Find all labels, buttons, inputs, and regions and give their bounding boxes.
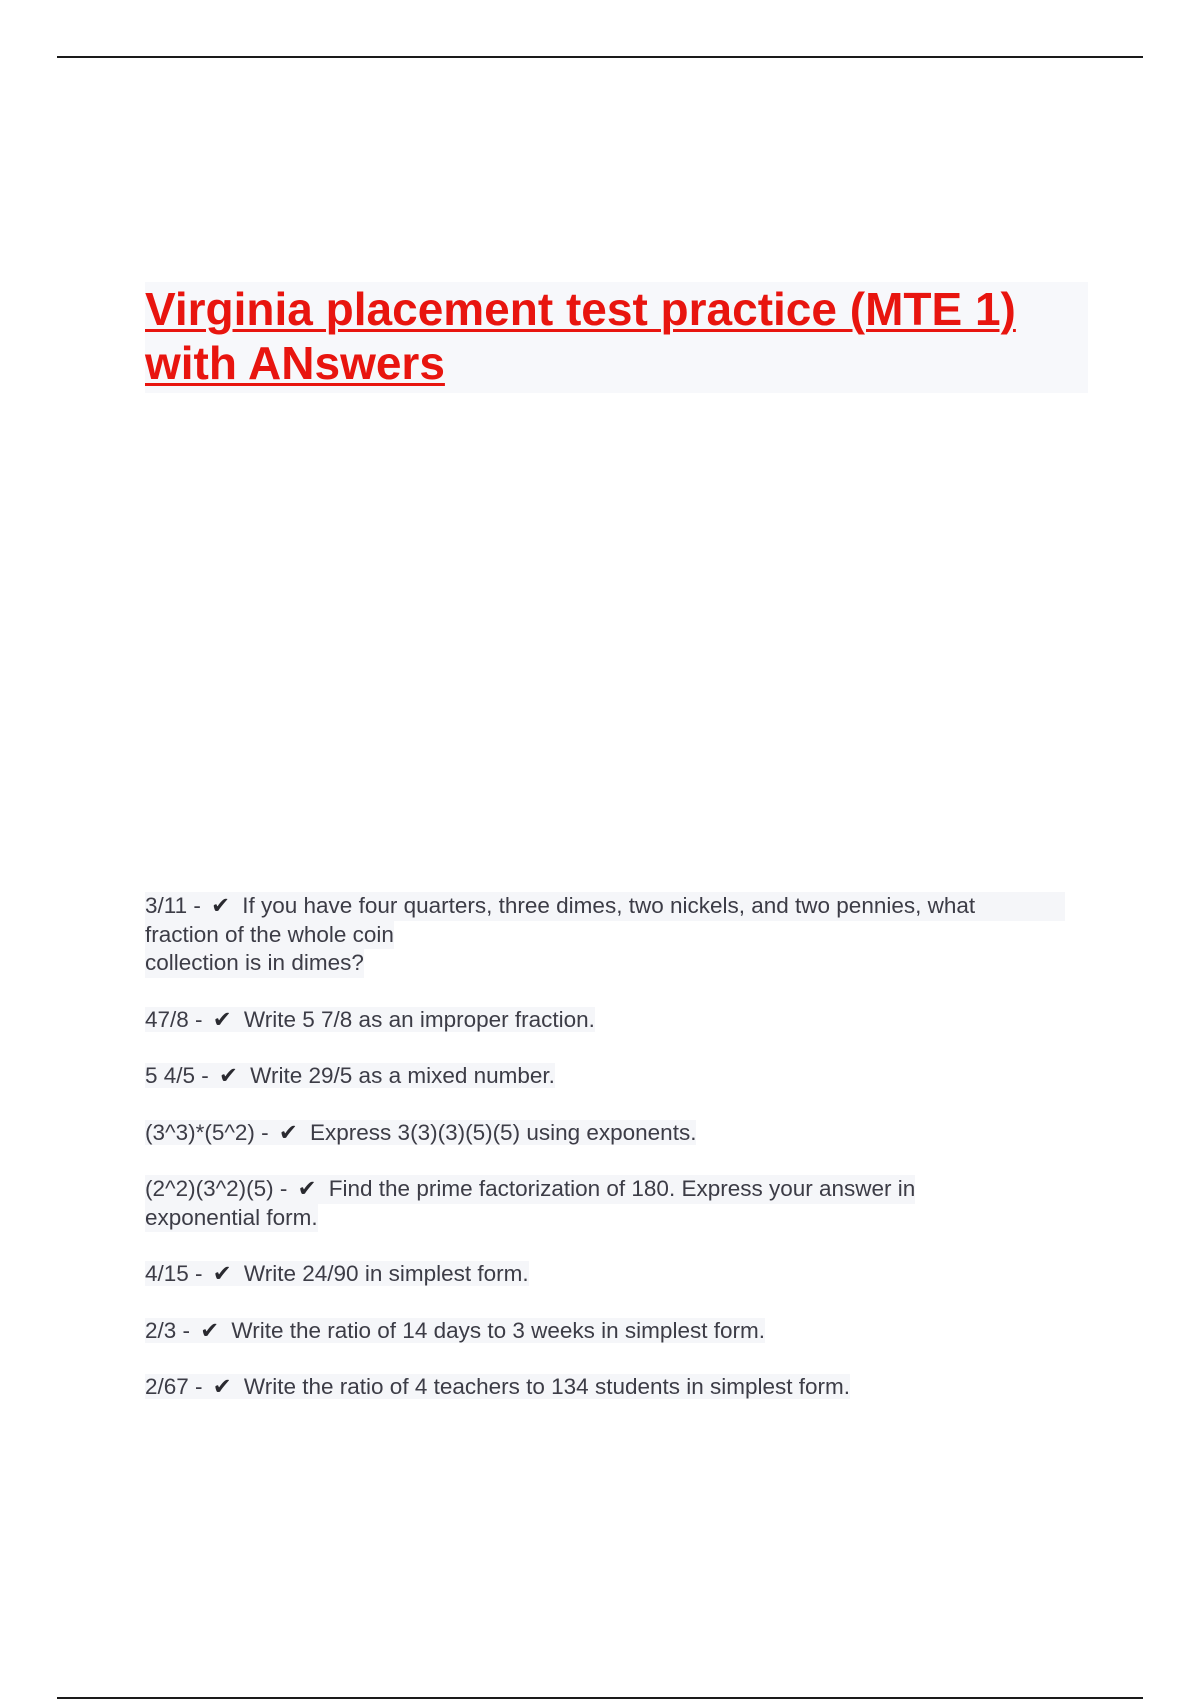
qa-item [145, 892, 1065, 978]
qa-item: (3^3)*(5^2) - ✔ Express 3(3)(3)(5)(5) using exponents. [145, 1119, 1065, 1148]
title-line-1: Virginia placement test practice (MTE 1) [145, 283, 1016, 335]
title-line-2: with ANswers [145, 337, 445, 389]
qa-question-line: exponential form. [145, 1204, 318, 1233]
qa-item: 5 4/5 - ✔ Write 29/5 as a mixed number. [145, 1062, 1065, 1091]
check-icon: ✔ [212, 1374, 232, 1399]
qa-question-line: Write 24/90 in simplest form. [243, 1261, 529, 1286]
top-rule [57, 56, 1143, 58]
check-icon: ✔ [297, 1176, 317, 1201]
qa-question-line: Write 29/5 as a mixed number. [250, 1063, 555, 1088]
qa-answer: (2^2)(3^2)(5) [145, 1176, 274, 1201]
qa-question-line: Write the ratio of 14 days to 3 weeks in simplest form. [231, 1317, 765, 1343]
qa-question-line: fraction of the whole coin [145, 921, 394, 950]
check-icon: ✔ [212, 1261, 232, 1286]
qa-line: 3/11 - ✔ If you have four quarters, three dimes, two nickels, and two pennies, what [145, 892, 1065, 921]
qa-question-line: Express 3(3)(3)(5)(5) using exponents. [310, 1119, 697, 1145]
qa-line: (2^2)(3^2)(5) - ✔ Find the prime factorization of 180. Express your answer in [145, 1175, 915, 1204]
bottom-rule [57, 1697, 1143, 1699]
qa-item: 47/8 - ✔ Write 5 7/8 as an improper fraction. [145, 1006, 1065, 1035]
qa-answer: (3^3)*(5^2) [145, 1119, 255, 1145]
title-box [145, 282, 1088, 393]
check-icon: ✔ [211, 893, 230, 918]
qa-answer: 4/15 [145, 1261, 189, 1286]
qa-question-line: Find the prime factorization of 180. Express your answer in [328, 1176, 916, 1201]
qa-item: 4/15 - ✔ Write 24/90 in simplest form. [145, 1260, 1065, 1289]
qa-list [145, 892, 1065, 1430]
qa-answer: 2/67 [145, 1374, 189, 1399]
qa-question-line: Write 5 7/8 as an improper fraction. [243, 1006, 595, 1032]
qa-item: 2/67 - ✔ Write the ratio of 4 teachers to 134 students in simplest form. [145, 1373, 1065, 1402]
check-icon: ✔ [200, 1317, 220, 1343]
qa-item [145, 1175, 1065, 1232]
qa-answer: 47/8 [145, 1006, 189, 1032]
check-icon: ✔ [278, 1119, 298, 1145]
qa-item: 2/3 - ✔ Write the ratio of 14 days to 3 weeks in simplest form. [145, 1317, 1065, 1346]
document-title [145, 282, 1088, 390]
check-icon: ✔ [219, 1063, 238, 1088]
qa-question-line: If you have four quarters, three dimes, two nickels, and two pennies, what [242, 893, 976, 918]
qa-question-line: collection is in dimes? [145, 949, 364, 978]
qa-answer: 3/11 [145, 893, 188, 918]
qa-answer: 5 4/5 [145, 1063, 196, 1088]
qa-answer: 2/3 [145, 1317, 177, 1343]
qa-question-line: Write the ratio of 4 teachers to 134 students in simplest form. [243, 1374, 851, 1399]
check-icon: ✔ [212, 1006, 232, 1032]
